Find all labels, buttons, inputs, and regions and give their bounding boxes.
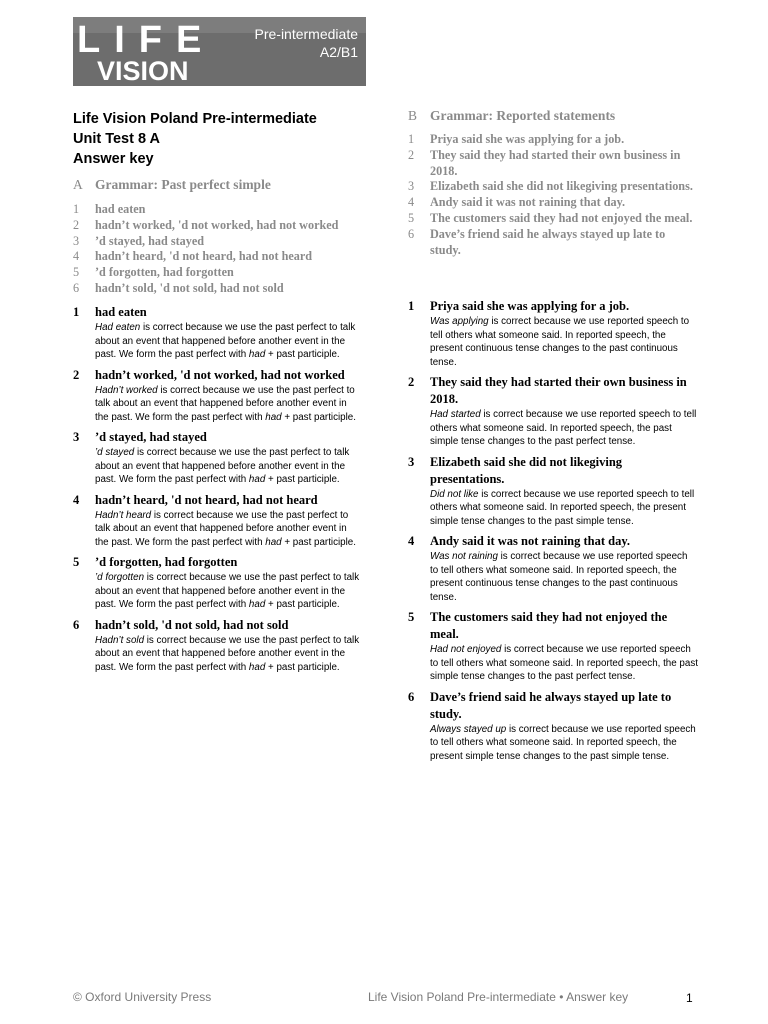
answer-explanation: Was not raining is correct because we use reported speech to tell others what someone said. In reported speech, the present continuous tense changes to the past continuous tense. — [430, 551, 688, 603]
answer-text: had eaten — [95, 305, 147, 319]
answer-item — [73, 554, 361, 612]
logo-level-code: A2/B1 — [319, 44, 358, 60]
title-unit: Unit Test 8 A — [73, 131, 161, 147]
section-b-items — [408, 132, 698, 258]
answer-text: hadn’t sold, 'd not sold, had not sold — [95, 617, 289, 632]
life-vision-logo — [73, 17, 366, 86]
list-item: 3 Elizabeth said she did not likegiving presentations. — [408, 179, 693, 194]
logo-level — [255, 25, 359, 61]
answer-number: 3 — [73, 430, 80, 444]
answer-text: Elizabeth said she did not likegiving presentations. — [430, 454, 623, 486]
answer-text: Dave’s friend said he always stayed up late to study. — [430, 689, 672, 721]
answer-number: 4 — [408, 534, 415, 548]
answer-explanation: Hadn’t heard is correct because we use the past perfect to talk about an event that happened before another event in the past. We form the past perfect with had + past participle. — [95, 509, 356, 548]
answer-number: 3 — [408, 454, 415, 469]
list-item: 5 ’d forgotten, had forgotten — [73, 265, 234, 280]
answer-number: 6 — [408, 689, 415, 704]
answer-explanation: Always stayed up is correct because we use reported speech to tell others what someone said. In reported speech, the present simple tense changes to the past simple tense. — [430, 723, 696, 762]
list-item: 5 The customers said they had not enjoyed the meal. — [408, 210, 693, 225]
answer-text: Andy said it was not raining that day. — [430, 534, 631, 548]
answer-explanation: ’d forgotten is correct because we use the past perfect to talk about an event that happened before another event in the past. We form the past perfect with had + past participle. — [95, 572, 360, 610]
answer-number: 2 — [408, 375, 415, 389]
list-item: 2 hadn’t worked, 'd not worked, had not worked — [73, 217, 339, 232]
answer-text: hadn’t worked, 'd not worked, had not worked — [95, 367, 345, 382]
answer-number: 5 — [408, 610, 415, 624]
answer-explanation: Hadn’t sold is correct because we use the past perfect to talk about an event that happened before another event in the past. We form the past perfect with had + past participle. — [95, 634, 360, 673]
footer-document-name: Life Vision Poland Pre-intermediate • Answer key — [368, 990, 629, 1004]
answer-item — [408, 533, 698, 604]
answer-text: hadn’t heard, 'd not heard, had not heard — [95, 492, 318, 507]
answer-item — [408, 374, 698, 449]
answer-item — [73, 367, 361, 425]
answer-item — [408, 609, 698, 684]
section-a-answers — [73, 304, 361, 679]
list-item: 1 Priya said she was applying for a job. — [408, 132, 625, 146]
list-item: 4 Andy said it was not raining that day. — [408, 195, 626, 210]
answer-explanation: Had eaten is correct because we use the past perfect to talk about an event that happened before another event in the past. We form the past perfect with had + past participle. — [95, 322, 356, 360]
answer-item — [73, 429, 361, 487]
answer-number: 6 — [73, 617, 80, 632]
title-course: Life Vision Poland Pre-intermediate — [73, 111, 317, 127]
answer-explanation: ’d stayed is correct because we use the past perfect to talk about an event that happened before another event in the past. We form the past perfect with had + past participle. — [95, 447, 350, 485]
page-number: 1 — [686, 991, 693, 1005]
answer-text: ’d stayed, had stayed — [95, 430, 207, 444]
answer-explanation: Had not enjoyed is correct because we use reported speech to tell others what someone said. In reported speech, the past simple tense changes to the past perfect tense. — [430, 644, 698, 682]
answer-text: The customers said they had not enjoyed the meal. — [430, 610, 668, 641]
footer-copyright: © Oxford University Press — [73, 990, 212, 1004]
section-a-heading — [73, 177, 271, 193]
document-title — [73, 109, 373, 169]
answer-text: ’d forgotten, had forgotten — [95, 555, 238, 569]
answer-item — [408, 689, 698, 764]
answer-explanation: Had started is correct because we use reported speech to tell others what someone said. In reported speech, the past simple tense changes to the past perfect tense. — [430, 409, 697, 447]
answer-text: They said they had started their own business in 2018. — [430, 375, 687, 406]
section-b-answers — [408, 298, 698, 768]
answer-explanation: Did not like is correct because we use reported speech to tell others what someone said. In reported speech, the present simple tense changes to the past simple tense. — [430, 488, 695, 527]
answer-explanation: Was applying is correct because we use reported speech to tell others what someone said. In reported speech, the present continuous tense changes to the past continuous tense. — [430, 316, 690, 368]
list-item: 2 They said they had started their own business in 2018. — [408, 147, 681, 178]
answer-number: 2 — [73, 367, 80, 382]
list-item: 3 ’d stayed, had stayed — [73, 233, 205, 248]
answer-item — [73, 492, 361, 550]
answer-number: 5 — [73, 555, 80, 569]
list-item: 6 hadn’t sold, 'd not sold, had not sold — [73, 280, 284, 295]
section-a-items — [73, 202, 373, 297]
logo-level-name: Pre-intermediate — [254, 26, 358, 42]
answer-item — [73, 304, 361, 362]
answer-item — [73, 617, 361, 675]
answer-item — [408, 298, 698, 369]
title-answer-key: Answer key — [73, 151, 154, 167]
answer-text: Priya said she was applying for a job. — [430, 299, 630, 313]
section-b-letter: B — [408, 108, 418, 123]
section-a-letter: A — [73, 177, 83, 192]
answer-number: 4 — [73, 492, 80, 507]
logo-word-life: LIFE — [77, 19, 216, 61]
logo-word-vision: VISION — [97, 56, 189, 86]
list-item: 6 Dave’s friend said he always stayed up late to study. — [408, 226, 666, 257]
list-item: 4 hadn’t heard, 'd not heard, had not heard — [73, 249, 313, 264]
answer-explanation: Hadn’t worked is correct because we use the past perfect to talk about an event that happened before another event in the past. We form the past perfect with had + past participle. — [95, 384, 356, 423]
section-a-title: Grammar: Past perfect simple — [95, 177, 271, 192]
section-b-title: Grammar: Reported statements — [430, 108, 616, 123]
section-b-heading — [408, 108, 615, 124]
answer-number: 1 — [73, 305, 80, 319]
answer-item — [408, 454, 698, 529]
answer-number: 1 — [408, 299, 415, 313]
list-item: 1 had eaten — [73, 202, 146, 216]
